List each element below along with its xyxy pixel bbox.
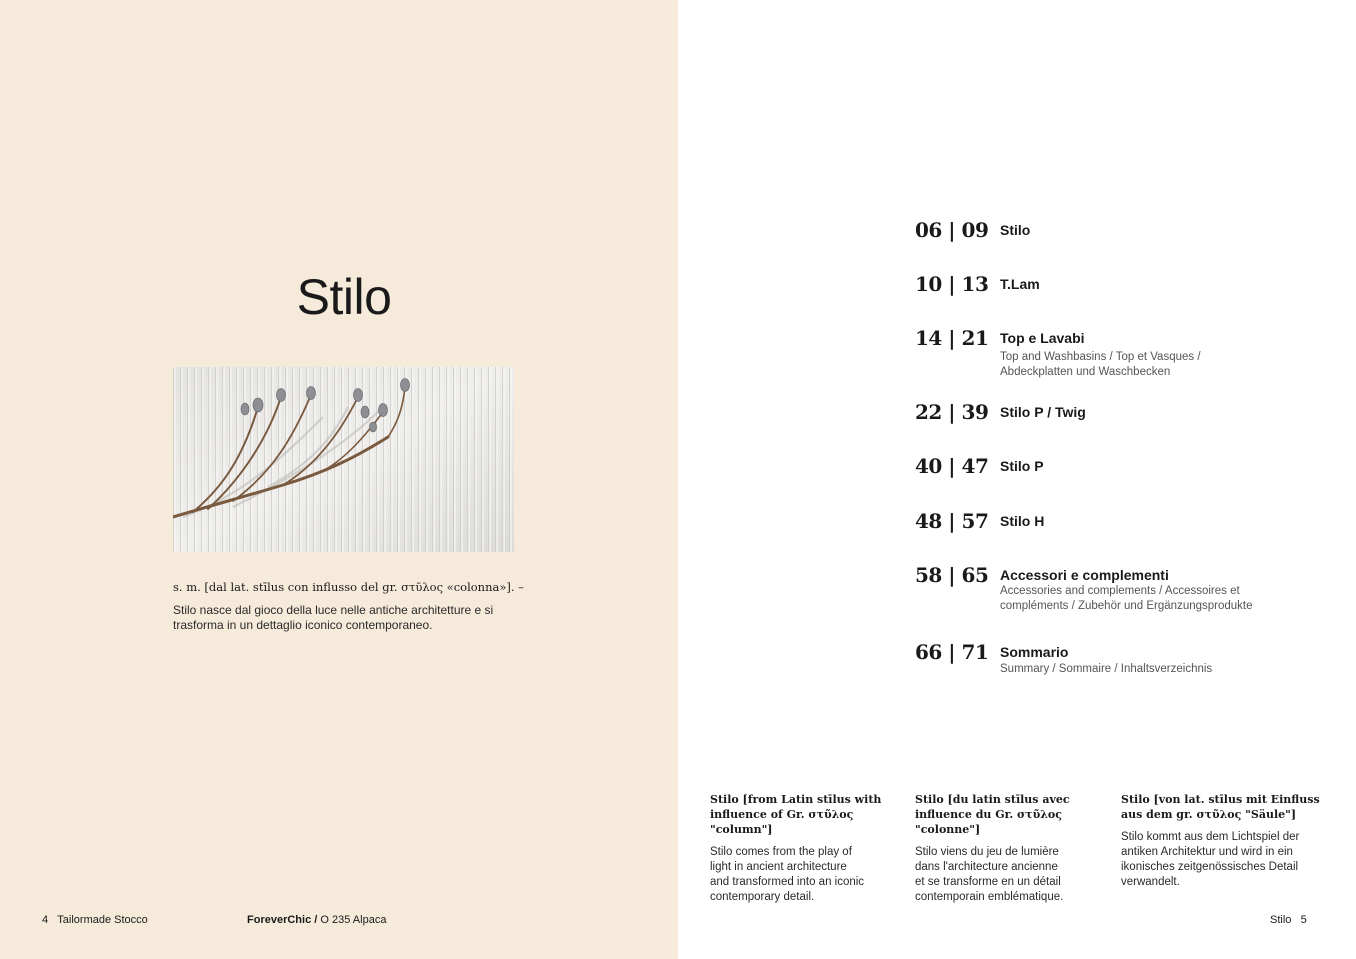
collection-name: Tailormade Stocco bbox=[57, 914, 148, 926]
toc-title: Top e Lavabi bbox=[1000, 330, 1085, 346]
toc-pages: 48 | 57 bbox=[915, 509, 989, 533]
toc-title: Accessori e complementi bbox=[1000, 567, 1169, 583]
translation-heading: Stilo [from Latin stīlus with influence of Gr. στῦλος "column"] bbox=[710, 793, 882, 836]
toc-pages: 58 | 65 bbox=[915, 563, 989, 587]
translation-text: Stilo comes from the play of light in ancient architecture and transformed into an iconic contemporary detail. bbox=[710, 846, 865, 903]
right-page-number: 5 bbox=[1300, 914, 1307, 926]
toc-pages: 14 | 21 bbox=[915, 326, 989, 350]
definition-text: Stilo nasce dal gioco della luce nelle antiche architetture e si trasforma in un dettaglio iconico contemporaneo. bbox=[173, 603, 494, 632]
footer-separator: / bbox=[314, 914, 318, 926]
toc-title: T.Lam bbox=[1000, 276, 1040, 292]
toc-pages: 66 | 71 bbox=[915, 640, 989, 664]
finish-footer bbox=[247, 914, 386, 926]
toc-title: Stilo P bbox=[1000, 458, 1044, 474]
translation-text: Stilo viens du jeu de lumière dans l'architecture ancienne et se transforme en un détail contemporain emblématique. bbox=[915, 846, 1064, 903]
toc-subtitle: Accessories and complements / Accessoires et compléments / Zubehör und Ergänzungsprodukte bbox=[1000, 585, 1253, 612]
left-page-number: 4 bbox=[42, 914, 49, 926]
brand-name: ForeverChic bbox=[247, 914, 312, 926]
translation-text: Stilo kommt aus dem Lichtspiel der antiken Architektur und wird in ein ikonisches zeitgenössisches Detail verwandelt. bbox=[1121, 831, 1300, 888]
toc-title: Sommario bbox=[1000, 644, 1069, 660]
translation-heading: Stilo [du latin stīlus avec influence du Gr. στῦλος "colonne"] bbox=[915, 793, 1070, 836]
branch-on-fluted-panel-image bbox=[173, 367, 514, 552]
toc-pages: 40 | 47 bbox=[915, 454, 989, 478]
left-footer bbox=[42, 914, 148, 926]
translation-heading: Stilo [von lat. stīlus mit Einfluss aus dem gr. στῦλος "Säule"] bbox=[1121, 793, 1320, 821]
translation-french bbox=[915, 792, 1113, 905]
page-title: Stilo bbox=[296, 269, 392, 325]
toc-pages: 22 | 39 bbox=[915, 400, 989, 424]
toc-title: Stilo H bbox=[1000, 513, 1045, 529]
translation-english bbox=[710, 792, 902, 905]
right-footer-label: Stilo bbox=[1270, 914, 1292, 926]
toc-subtitle: Summary / Sommaire / Inhaltsverzeichnis bbox=[1000, 663, 1213, 675]
definition-heading: s. m. [dal lat. stīlus con influsso del gr. στῦλος «colonna»]. – bbox=[173, 580, 524, 594]
right-footer bbox=[1270, 914, 1307, 926]
toc-pages: 06 | 09 bbox=[915, 218, 989, 242]
finish-name: O 235 Alpaca bbox=[320, 914, 387, 926]
toc-subtitle: Top and Washbasins / Top et Vasques / Abdeckplatten und Waschbecken bbox=[1000, 351, 1201, 378]
toc-title: Stilo P / Twig bbox=[1000, 404, 1086, 420]
toc-pages: 10 | 13 bbox=[915, 272, 989, 296]
toc-title: Stilo bbox=[1000, 222, 1031, 238]
translation-german bbox=[1121, 792, 1321, 890]
